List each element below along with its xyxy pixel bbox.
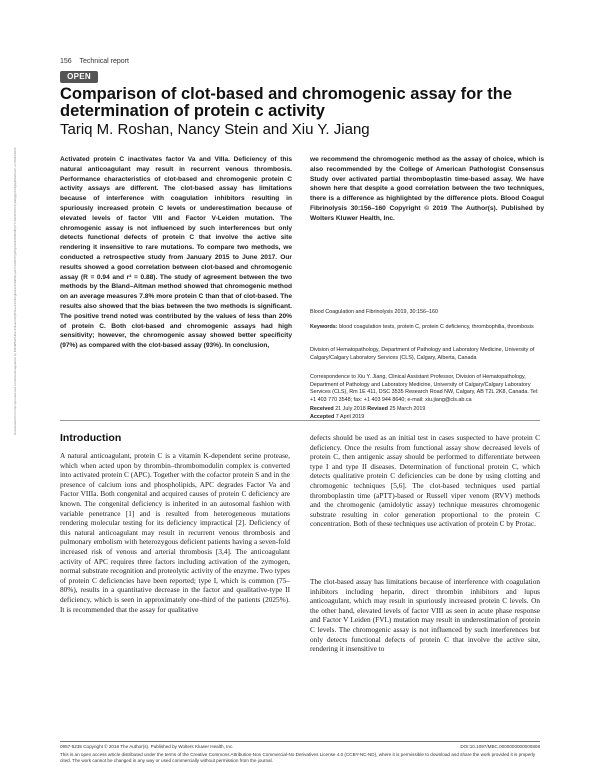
introduction-heading: Introduction — [60, 432, 122, 444]
footer-license: This is an open access article distributed under the terms of the Creative Commons Attribution-Non Commercial-No Derivatives License 4.0 (CCBY-NC-ND), where it is permissible to download and share the work provided it is properly cited. The work cannot be changed in any way or used commercially without permission from the journal. — [60, 752, 536, 764]
abstract-left: Activated protein C inactivates factor Va and VIIIa. Deficiency of this natural anticoagulant may result in recurrent venous thrombosis. Performance characteristics of clot-based and chromogenic protein C activity assays are different. The clot-based assay has limitations because of interference with coagulation inhibitors resulting in spuriously increased protein C levels or underestimation because of elevated levels of factor VIII and Factor V-Leiden mutation. The chromogenic assay is not influenced by such interferences but only detects functional defects of protein C that involve the active site rendering it insensitive to rare mutations. To compare two methods, we conducted a retrospective study from January 2015 to June 2017. Our results showed a good correlation between clot-based and chromogenic assay (R = 0.94 and r² = 0.88). The study of agreement between the two methods by the Bland–Altman method showed that chromogenic method on an average measures 7.8% more protein C than that of clot-based. The results also showed that the bias between the two methods is significant. The positive trend noted was contributed by the values of less than 20% of protein C. Both clot-based and chromogenic assays had high sensitivity; however, the chromogenic assay showed better specificity (97%) as compared with the clot-based assay (93%). In conclusion, — [60, 156, 292, 350]
abstract-right: we recommend the chromogenic method as the assay of choice, which is also recommended by the College of American Pathologist Consensus Study over activated partial thromboplastin time-based assay. We have shown here that despite a good correlation between the two techniques, there is a difference as highlighted by the difference plots. Blood Coagul Fibrinolysis 30:156–160 Copyright © 2019 The Author(s). Published by Wolters Kluwer Health, Inc. — [310, 156, 544, 222]
footer-divider — [60, 741, 540, 742]
introduction-paragraph-3: The clot-based assay has limitations because of interference with coagulation inhibitors including heparin, direct thrombin inhibitors and lupus anticoagulant, which may result in spuriously increased protein C levels. On the other hand, elevated levels of factor VIII as seen in acute phase response and Factor V Leiden (FVL) mutation may result in underestimation of protein C levels. The chromogenic assay is not influenced by such interferences but only detects functional defects of protein C that involve the active site, rendering it insensitive to — [310, 577, 540, 654]
accepted-date: 7 April 2019 — [335, 413, 365, 420]
footer-doi: DOI:10.1097/MBC.0000000000000808 — [460, 744, 540, 749]
download-watermark: Downloaded from http://journals.lww.com/bloodcoagulation by BhDMf5ePHKav1zEoum1tQfN4a+kJLhEZgbsIHo4XMi0hCywCX1AWnYQp/IlQrHD3i3D0OdRyi7TvSFl4Cf3VC1y0abggQZXdgGj2MwlZLeI= on 08/22/2024 — [13, 147, 17, 435]
accepted-label: Accepted — [310, 413, 335, 420]
footer-issn: 0957-5235 Copyright © 2019 The Author(s). Published by Wolters Kluwer Health, Inc. — [60, 744, 234, 749]
open-access-badge: OPEN — [60, 71, 98, 83]
section-label: Technical report — [79, 58, 129, 65]
article-title: Comparison of clot-based and chromogenic assay for the determination of protein c activity — [60, 85, 513, 120]
running-head — [60, 57, 129, 66]
introduction-paragraph-2: defects should be used as an initial test in cases suspected to have protein C deficiency. Once the results from functional assay show decreased levels of protein C, then antigenic assay should be performed to differentiate between type I and type II diseases. Determination of functional protein C, which detects qualitative protein C deficiencies can be done by using clotting and chromogenic techniques [5,6]. The clot-based techniques used partial thromboplastin time (aPTT)-based or Russell viper venom (RVV) methods and the chromogenic (amidolytic assay) technique measures chromogenic substrate resulting in color generation proportional to the protein C concentration. Both of these techniques use activation of protein C by Protac. — [310, 433, 540, 529]
received-date: 21 July 2018 — [335, 406, 366, 412]
correspondence: Correspondence to Xiu Y. Jiang, Clinical Assistant Professor, Division of Hematopathology, Department of Pathology and Laboratory Medicine, University of Calgary/Calgary Laboratory Services (CLS), Rm 1E 411, DSC 3535 Research Road NW, Calgary, AB T2L 2K8, Canada. Tel: +1 403 770 3548; fax: +1 403 944 8640; e-mail: xiu.jiang@cls.ab.ca — [310, 374, 539, 403]
page-number: 156 — [60, 58, 72, 65]
keywords-text: blood coagulation tests, protein C, protein C deficiency, thrombophilia, thrombosis — [339, 324, 534, 330]
revised-label: Revised — [367, 406, 388, 412]
journal-citation: Blood Coagulation and Fibrinolysis 2019, 30:156–160 — [310, 309, 438, 315]
section-divider — [60, 420, 540, 421]
keywords-label: Keywords: — [310, 324, 338, 330]
affiliation: Division of Hematopathology, Department of Pathology and Laboratory Medicine, University of Calgary/Calgary Laboratory Services (CLS), Calgary, Alberta, Canada — [310, 347, 535, 361]
introduction-paragraph-1: A natural anticoagulant, protein C is a vitamin K-dependent serine protease, which when acted upon by thrombin–thrombomodulin complex is converted into activated protein C (APC). Together with the cofactor protein S and in the presence of calcium ions and phospholipids, APC degrades Factor Va and Factor VIIIa. Both congenital and acquired causes of protein C deficiency are known. The congenital deficiency is inherited in an autosomal fashion with variable penetrance [1] and is resulted from heterogeneous mutations rendering molecular testing for its deficiency impractical [2]. Deficiency of this natural anticoagulant may result in recurrent venous thrombosis and pulmonary embolism with heterozygous deficient patients having a seven-fold increased risk of venous and arterial thrombosis [3,4]. The anticoagulant activity of APC requires three factors including activation of the zymogen, normal substrate recognition and proteolytic activity of the enzyme. Two types of protein C deficiencies have been reported; type I, which is common (75–80%), results in a quantitative decrease in the factor and qualitative-type II deficiency, which is seen in approximately one-third of the patients (2025%). It is recommended that the assay for qualitative — [60, 451, 290, 614]
received-label: Received — [310, 406, 334, 412]
keywords — [310, 324, 540, 332]
revised-date: 25 March 2019 — [389, 406, 426, 412]
article-dates — [310, 406, 540, 421]
author-list: Tariq M. Roshan, Nancy Stein and Xiu Y. Jiang — [60, 121, 370, 138]
